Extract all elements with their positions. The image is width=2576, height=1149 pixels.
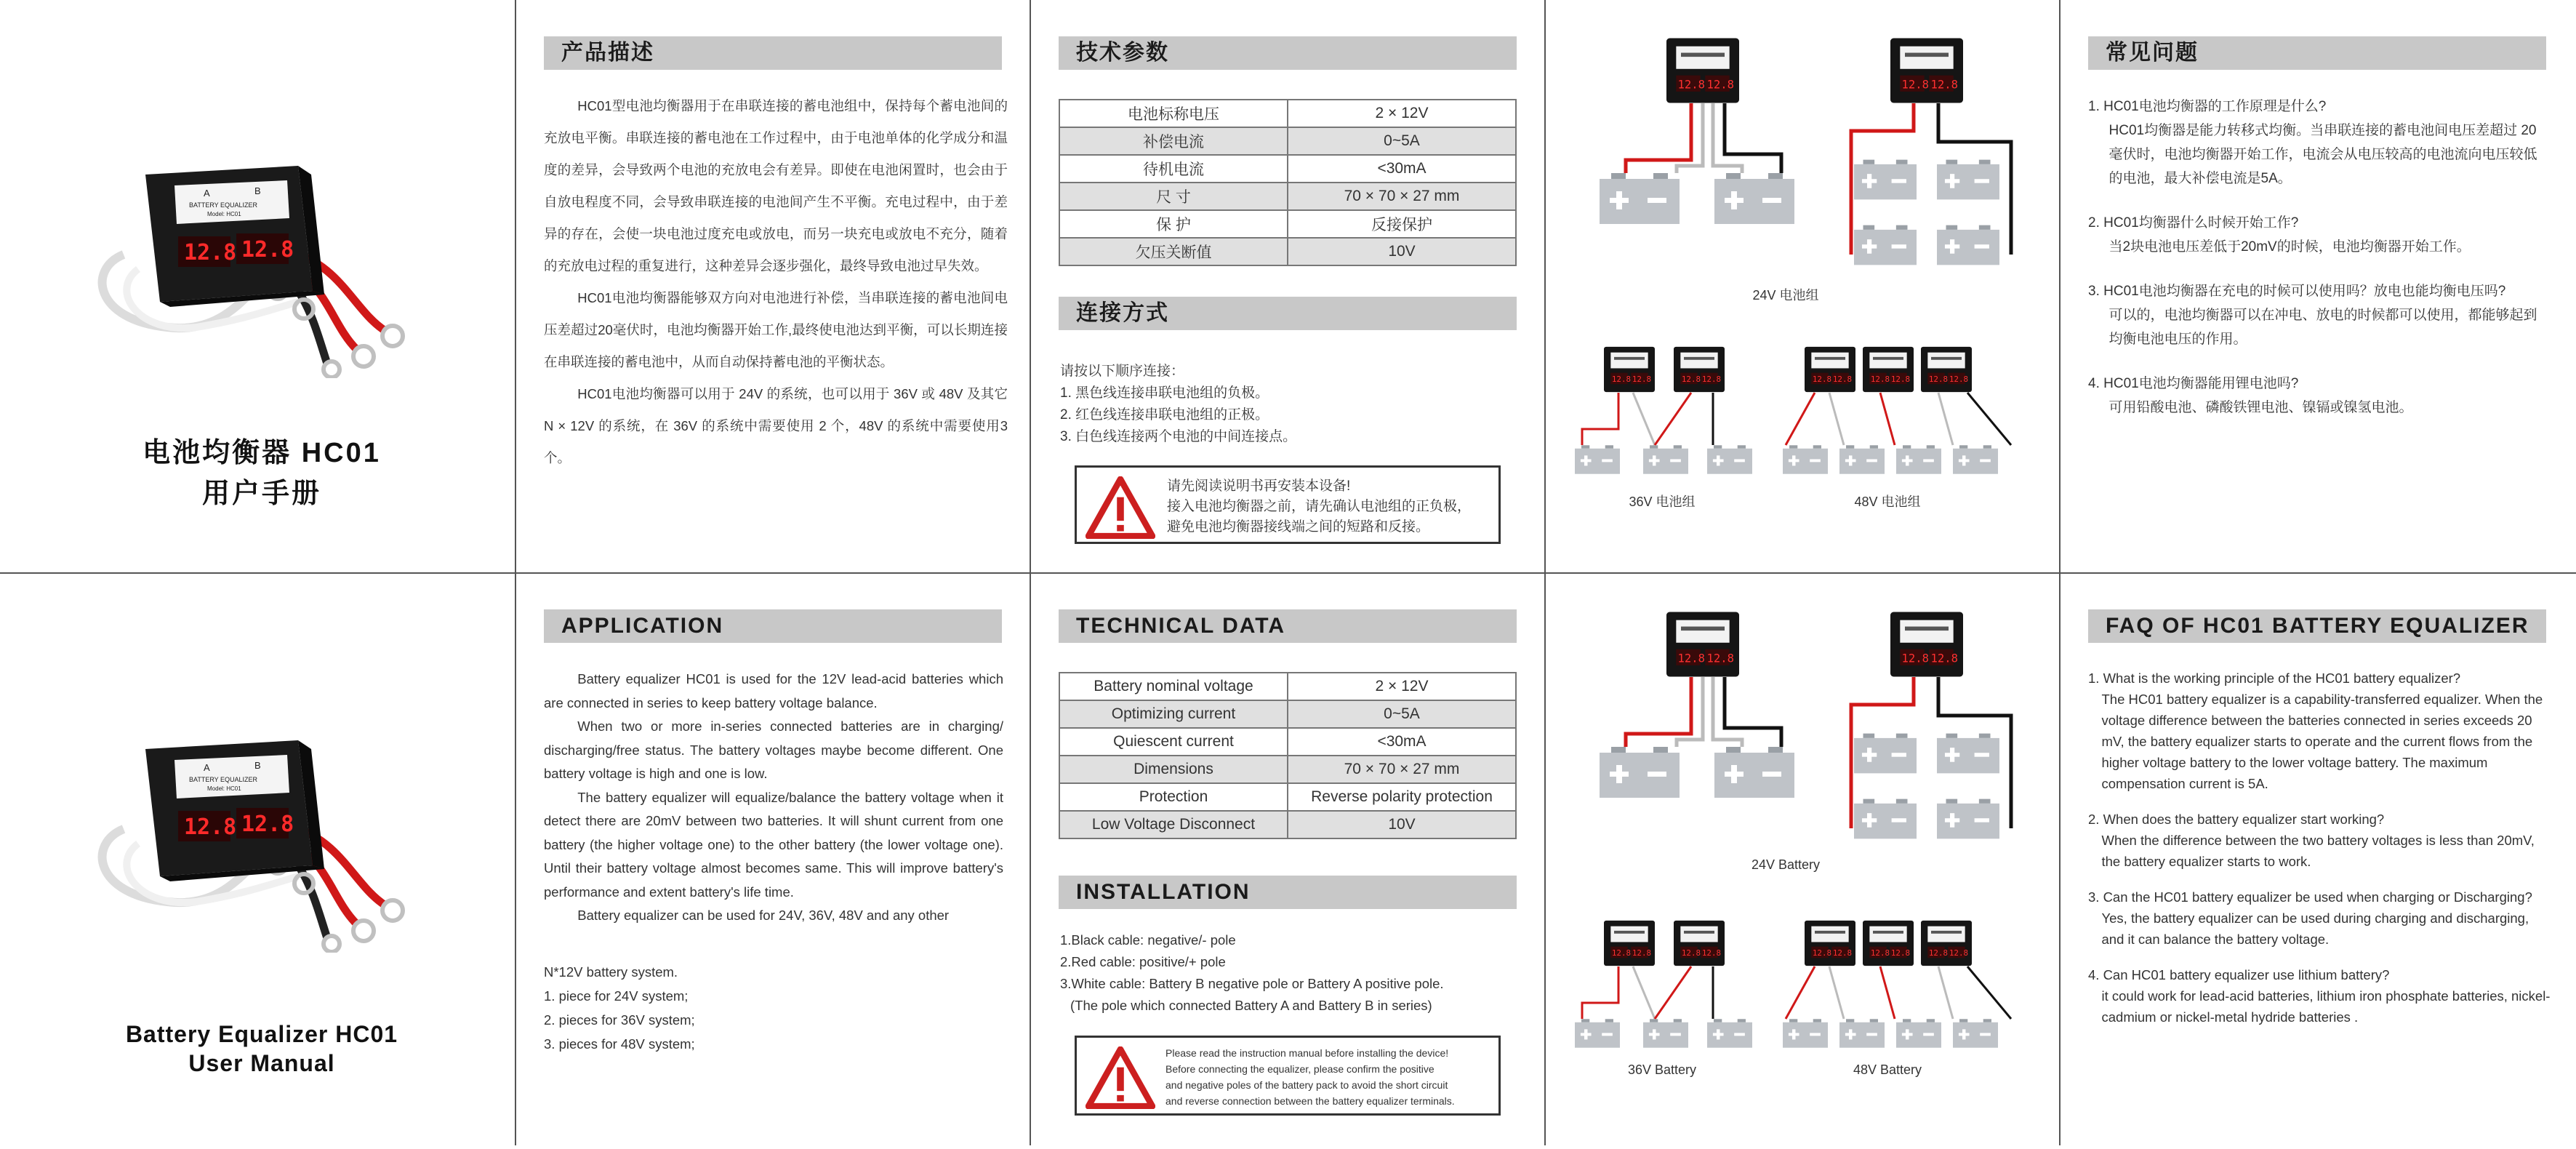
spec-label: Protection <box>1059 783 1288 811</box>
list-item: N*12V battery system. <box>544 964 678 980</box>
faq-question: 4. HC01电池均衡器能用锂电池吗? <box>2088 376 2299 391</box>
faq-list <box>2088 95 2548 420</box>
faq-answer: 可用铅酸电池、磷酸铁锂电池、镍镉或镍氢电池。 <box>2108 400 2413 415</box>
spec-value: 70 × 70 × 27 mm <box>1288 756 1516 783</box>
installation-line: 2.Red cable: positive/+ pole <box>1060 954 1226 969</box>
product-description <box>544 90 1008 474</box>
list-item: 3. pieces for 48V system; <box>544 1036 695 1052</box>
section-header-tech: 技术参数 <box>1059 36 1517 70</box>
installation-steps <box>1060 929 1525 1017</box>
faq-question: 3. Can the HC01 battery equalizer be used when charging or Discharging? <box>2088 889 2532 905</box>
installation-line: (The pole which connected Battery A and Battery B in series) <box>1070 998 1432 1013</box>
spec-value: 2 × 12V <box>1288 673 1516 700</box>
section-header-faq: FAQ OF HC01 BATTERY EQUALIZER <box>2088 609 2546 643</box>
equalizer-product-photo <box>80 145 429 378</box>
paragraph: HC01型电池均衡器用于在串联连接的蓄电池组中，保持每个蓄电池间的充放电平衡。串联连接的蓄电池在工作过程中，由于电池单体的化学成分和温度的差异，会导致两个电池的充放电会有差异。即使在电池闲置时，也会由于自放电程度不同，会导致串联连接的电池间产生不平衡。充电过程中，由于差异的存在，会使一块电池过度充电或放电，而另一块充电或放电不充分，随着的充放电过程的重复进行，这种差异会逐步强化，最终导致电池过早失效。 <box>544 98 1008 273</box>
warning-box <box>1075 1036 1501 1116</box>
table-row <box>1059 673 1516 700</box>
spec-label: Dimensions <box>1059 756 1288 783</box>
spec-value: 0~5A <box>1288 700 1516 728</box>
spec-value: 0~5A <box>1288 127 1516 155</box>
paragraph: Battery equalizer can be used for 24V, 36V, 48V and any other <box>577 908 950 923</box>
warning-box <box>1075 465 1501 544</box>
connection-line: 1. 黑色线连接串联电池组的负极。 <box>1060 385 1269 401</box>
paragraph: When two or more in-series connected batteries are in charging/ discharging/free status. The battery voltages maybe become different. One battery voltage is high and one is low. <box>544 718 1003 781</box>
section-header-tech: TECHNICAL DATA <box>1059 609 1517 643</box>
spec-label: 补偿电流 <box>1059 127 1288 155</box>
faq-question: 2. HC01均衡器什么时候开始工作? <box>2088 215 2299 231</box>
caption-24v: 24V 电池组 <box>1752 288 1819 303</box>
section-header-product: 产品描述 <box>544 36 1002 70</box>
caption-24v: 24V Battery <box>1751 857 1821 872</box>
spec-value: 10V <box>1288 238 1516 265</box>
spec-label: 尺 寸 <box>1059 183 1288 210</box>
spec-value: 10V <box>1288 811 1516 838</box>
cover-title-line-2: User Manual <box>188 1050 335 1076</box>
table-row <box>1059 728 1516 756</box>
table-row <box>1059 183 1516 210</box>
spec-value: Reverse polarity protection <box>1288 783 1516 811</box>
table-row <box>1059 155 1516 183</box>
wiring-diagram-panel <box>1546 0 2059 571</box>
paragraph: HC01电池均衡器能够双方向对电池进行补偿，当串联连接的蓄电池间电压差超过20毫伏时，电池均衡器开始工作,最终使电池达到平衡，可以长期连接在串联连接的蓄电池中，从而自动保持蓄电池的平衡状态。 <box>544 290 1008 369</box>
caption-36v: 36V 电池组 <box>1629 495 1696 509</box>
table-row <box>1059 100 1516 127</box>
spec-label: 待机电流 <box>1059 155 1288 183</box>
faq-question: 1. What is the working principle of the HC01 battery equalizer? <box>2088 670 2461 686</box>
warning-line: and reverse connection between the battery equalizer terminals. <box>1165 1095 1455 1107</box>
faq-answer: 可以的，电池均衡器可以在冲电、放电的时候都可以使用，都能够起到均衡电池电压的作用。 <box>2108 308 2537 347</box>
faq-list <box>2088 668 2553 1028</box>
list-item: 1. piece for 24V system; <box>544 988 689 1004</box>
warning-line: 避免电池均衡器接线端之间的短路和反接。 <box>1167 519 1430 535</box>
connection-steps <box>1060 361 1518 448</box>
spec-label: Quiescent current <box>1059 728 1288 756</box>
wiring-diagram-panel <box>1546 574 2059 1145</box>
spec-label: 电池标称电压 <box>1059 100 1288 127</box>
paragraph: Battery equalizer HC01 is used for the 12V lead-acid batteries which are connected in series to keep battery voltage balance. <box>544 671 1003 710</box>
faq-answer: HC01均衡器是能力转移式均衡。当串联连接的蓄电池间电压差超过 20 毫伏时，电池均衡器开始工作，电流会从电压较高的电池流向电压较低的电池，最大补偿电流是5A。 <box>2108 123 2537 186</box>
faq-answer: When the difference between the two battery voltages is less than 20mV, the battery equalizer starts to work. <box>2101 833 2535 869</box>
caption-48v: 48V 电池组 <box>1854 495 1921 509</box>
table-row <box>1059 783 1516 811</box>
faq-answer: 当2块电池电压差低于20mV的时候，电池均衡器开始工作。 <box>2108 239 2471 255</box>
faq-question: 2. When does the battery equalizer start working? <box>2088 812 2385 827</box>
system-list <box>544 960 1003 1056</box>
caption-48v: 48V Battery <box>1853 1062 1922 1077</box>
warning-line: 请先阅读说明书再安装本设备! <box>1167 479 1351 494</box>
cover-title-line-1: 电池均衡器 HC01 <box>143 438 381 468</box>
section-header-application: APPLICATION <box>544 609 1002 643</box>
spec-label: 欠压关断值 <box>1059 238 1288 265</box>
spec-label: Battery nominal voltage <box>1059 673 1288 700</box>
section-header-connection: 连接方式 <box>1059 297 1517 330</box>
faq-question: 4. Can HC01 battery equalizer use lithium battery? <box>2088 967 2390 982</box>
spec-value: 70 × 70 × 27 mm <box>1288 183 1516 210</box>
table-row <box>1059 756 1516 783</box>
connection-line: 2. 红色线连接串联电池组的正极。 <box>1060 407 1269 423</box>
table-row <box>1059 811 1516 838</box>
caption-36v: 36V Battery <box>1627 1062 1697 1077</box>
table-row <box>1059 238 1516 265</box>
warning-text <box>1165 1045 1455 1109</box>
spec-value: <30mA <box>1288 155 1516 183</box>
section-header-installation: INSTALLATION <box>1059 876 1517 909</box>
paragraph: HC01电池均衡器可以用于 24V 的系统，也可以用于 36V 或 48V 及其它 N × 12V 的系统，在 36V 的系统中需要使用 2 个，48V 的系统中需要使用3个。 <box>544 386 1008 465</box>
faq-answer: it could work for lead-acid batteries, lithium iron phosphate batteries, nickel-cadmium or nickel-metal hydride batteries . <box>2101 988 2551 1025</box>
warning-text <box>1167 476 1471 537</box>
spec-value: <30mA <box>1288 728 1516 756</box>
installation-line: 3.White cable: Battery B negative pole or Battery A positive pole. <box>1060 976 1444 991</box>
spec-label: 保 护 <box>1059 210 1288 238</box>
section-header-faq: 常见问题 <box>2088 36 2546 70</box>
warning-line: Please read the instruction manual before installing the device! <box>1165 1047 1449 1059</box>
row-divider <box>0 572 2576 574</box>
table-row <box>1059 210 1516 238</box>
connection-line: 3. 白色线连接两个电池的中间连接点。 <box>1060 429 1297 444</box>
installation-line: 1.Black cable: negative/- pole <box>1060 932 1236 948</box>
tech-spec-table <box>1059 672 1517 839</box>
paragraph: The battery equalizer will equalize/balance the battery voltage when it detect there are 20mV between two batteries. It will shunt current from one battery (the higher voltage one) to the other battery (the lower voltage one). Until their battery voltage almost becomes same. This will improve battery's performance and extent battery's life time. <box>544 789 1003 900</box>
warning-icon <box>1086 1046 1155 1109</box>
faq-question: 3. HC01电池均衡器在充电的时候可以使用吗？放电也能均衡电压吗? <box>2088 284 2506 299</box>
cover-title-line-2: 用户手册 <box>201 479 321 509</box>
spec-value: 反接保护 <box>1288 210 1516 238</box>
faq-answer: Yes, the battery equalizer can be used during charging and discharging, and it can balance the battery voltage. <box>2101 910 2529 947</box>
tech-spec-table <box>1059 99 1517 266</box>
cover-title <box>44 433 480 514</box>
warning-icon <box>1086 476 1155 539</box>
spec-label: Low Voltage Disconnect <box>1059 811 1288 838</box>
faq-answer: The HC01 battery equalizer is a capability-transferred equalizer. When the voltage difference between the batteries connected in series exceeds 20 mV, the battery equalizer starts to operate and the current flows from the higher voltage battery to the lower voltage battery. The maximum compensation current is 5A. <box>2101 692 2543 791</box>
cover-title <box>44 1020 480 1078</box>
application-text <box>544 668 1003 928</box>
spec-value: 2 × 12V <box>1288 100 1516 127</box>
cover-title-line-1: Battery Equalizer HC01 <box>125 1021 398 1047</box>
spec-label: Optimizing current <box>1059 700 1288 728</box>
faq-question: 1. HC01电池均衡器的工作原理是什么? <box>2088 99 2327 114</box>
table-row <box>1059 700 1516 728</box>
warning-line: Before connecting the equalizer, please confirm the positive <box>1165 1063 1435 1075</box>
equalizer-product-photo <box>80 720 429 953</box>
warning-line: and negative poles of the battery pack to avoid the short circuit <box>1165 1079 1448 1091</box>
table-row <box>1059 127 1516 155</box>
list-item: 2. pieces for 36V system; <box>544 1012 695 1028</box>
warning-line: 接入电池均衡器之前，请先确认电池组的正负极， <box>1167 499 1472 514</box>
connection-line: 请按以下顺序连接： <box>1060 364 1185 379</box>
